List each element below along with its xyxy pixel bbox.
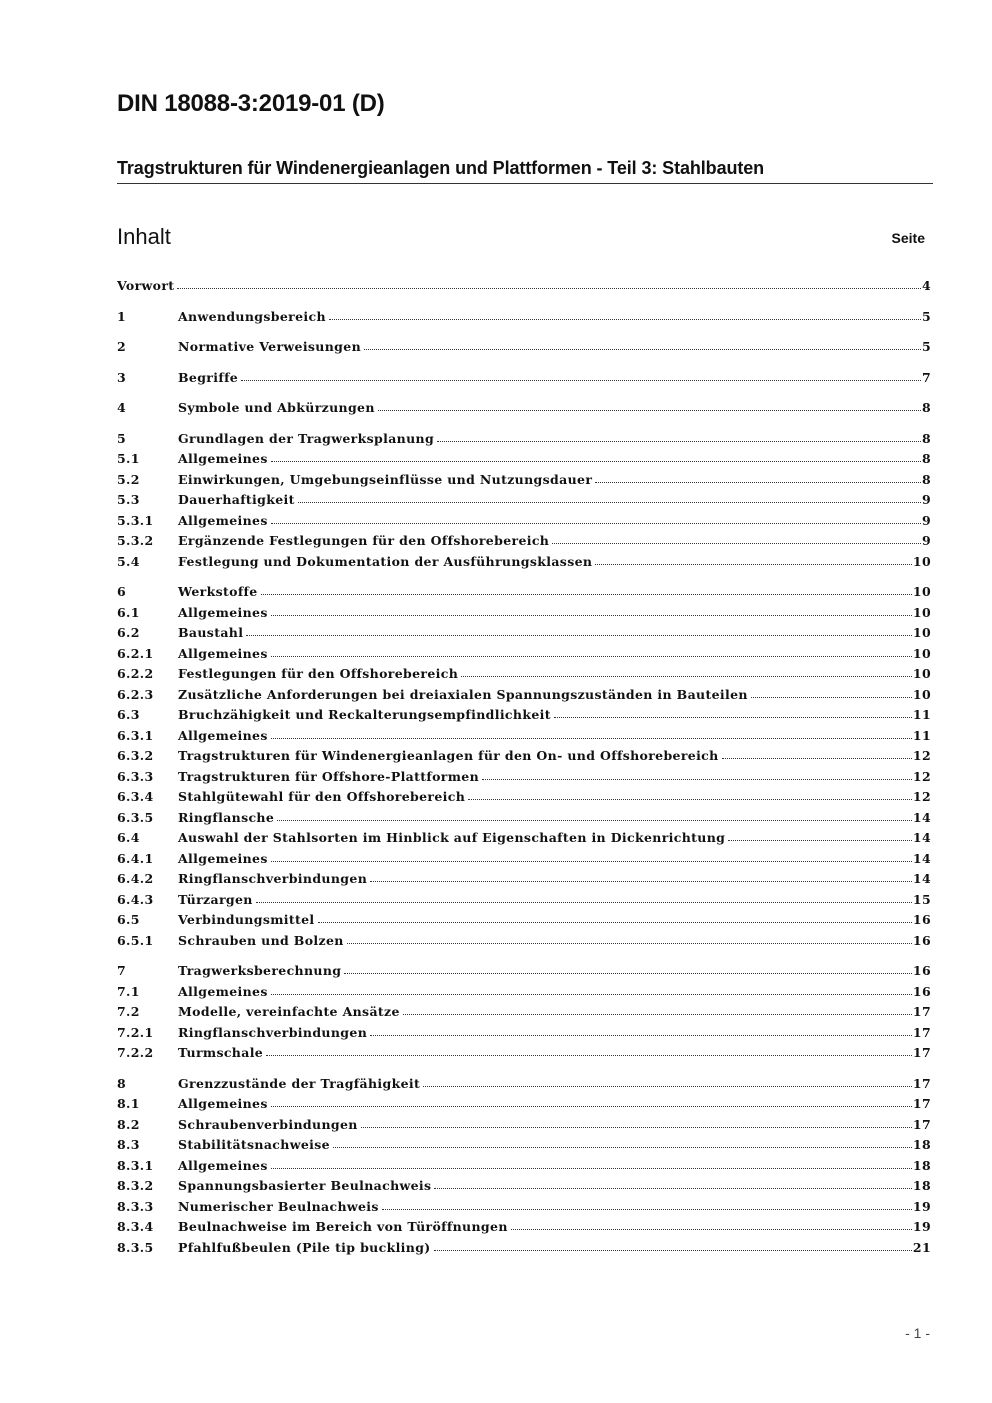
- toc-entry-number: 8.3.4: [117, 1219, 154, 1234]
- toc-entry-title: Verbindungsmittel: [178, 912, 315, 927]
- toc-entry[interactable]: [117, 309, 931, 330]
- toc-dot-leader: [271, 851, 912, 862]
- toc-entry[interactable]: [117, 707, 931, 728]
- toc-entry-number: 6.3.5: [117, 809, 154, 825]
- toc-entry[interactable]: [117, 1045, 931, 1066]
- toc-entry-page: 17: [912, 1004, 931, 1019]
- toc-entry-title: Schraubenverbindungen: [178, 1116, 358, 1132]
- toc-dot-leader: [370, 1025, 912, 1036]
- toc-entry-page: 17: [912, 1075, 931, 1091]
- toc-entry-page: 14: [912, 830, 931, 845]
- toc-entry-title: Tragstrukturen für Windenergieanlagen für den On- und Offshorebereich: [178, 748, 719, 763]
- toc-entry-page: 10: [912, 625, 931, 640]
- toc-entry[interactable]: [117, 1158, 931, 1179]
- toc-entry-title: Allgemeines: [178, 604, 268, 620]
- toc-dot-leader: [437, 431, 921, 442]
- toc-entry-page: 8: [921, 430, 931, 446]
- toc-dot-leader: [364, 339, 921, 350]
- toc-entry-number: 8.3.5: [117, 1239, 154, 1255]
- toc-entry[interactable]: [117, 605, 931, 626]
- toc-entry[interactable]: [117, 400, 931, 421]
- toc-entry[interactable]: [117, 851, 931, 872]
- toc-entry-number: 6.2: [117, 625, 140, 640]
- toc-entry-title: Spannungsbasierter Beulnachweis: [178, 1178, 432, 1193]
- toc-dot-leader: [347, 933, 912, 944]
- toc-entry-number: 6.2.2: [117, 666, 154, 681]
- toc-entry-page: 14: [912, 871, 931, 886]
- toc-entry-page: 10: [912, 604, 931, 620]
- toc-entry-number: 7.2: [117, 1004, 140, 1019]
- toc-entry-page: 9: [921, 512, 931, 528]
- toc-dot-leader: [246, 625, 912, 636]
- toc-entry-page: 5: [921, 308, 931, 324]
- toc-entry-title: Zusätzliche Anforderungen bei dreiaxialen Spannungszuständen in Bauteilen: [178, 686, 748, 702]
- toc-entry-number: 6.3.1: [117, 727, 154, 743]
- toc-entry-number: Vorwort: [117, 278, 175, 293]
- toc-entry-number: 6.4.3: [117, 891, 154, 907]
- toc-entry-number: 6: [117, 584, 127, 599]
- toc-entry[interactable]: [117, 492, 931, 513]
- toc-entry-number: 6.5: [117, 912, 140, 927]
- toc-dot-leader: [482, 769, 912, 780]
- toc-entry-page: 8: [921, 400, 931, 415]
- toc-entry-title: Bruchzähigkeit und Reckalterungsempfindlichkeit: [178, 707, 551, 722]
- toc-entry-title: Ringflanschverbindungen: [178, 871, 368, 886]
- toc-entry-page: 9: [921, 492, 931, 507]
- toc-entry-title: Tragstrukturen für Offshore-Plattformen: [178, 768, 480, 784]
- toc-entry-page: 19: [912, 1198, 931, 1214]
- toc-entry-number: 8.1: [117, 1096, 140, 1111]
- toc-entry-title: Stahlgütewahl für den Offshorebereich: [178, 789, 466, 804]
- toc-entry-title: Einwirkungen, Umgebungseinflüsse und Nutzungsdauer: [178, 471, 593, 487]
- toc-entry[interactable]: [117, 513, 931, 534]
- toc-entry-title: Allgemeines: [178, 727, 268, 743]
- toc-entry-page: 16: [912, 912, 931, 927]
- toc-entry[interactable]: [117, 1137, 931, 1158]
- toc-entry-number: 5.1: [117, 451, 140, 466]
- toc-entry-title: Türzargen: [178, 891, 253, 907]
- toc-entry-page: 17: [912, 1096, 931, 1111]
- toc-entry-page: 12: [912, 768, 931, 784]
- toc-entry-page: 11: [912, 727, 931, 743]
- toc-heading: Inhalt: [117, 224, 171, 249]
- toc-entry[interactable]: [117, 912, 931, 933]
- toc-dot-leader: [728, 830, 912, 841]
- toc-entry[interactable]: [117, 769, 931, 790]
- toc-dot-leader: [370, 871, 912, 882]
- toc-entry-number: 6.4.2: [117, 871, 154, 886]
- toc-dot-leader: [434, 1178, 911, 1189]
- toc-dot-leader: [434, 1240, 912, 1251]
- toc-entry-number: 6.3.3: [117, 768, 154, 784]
- toc-entry-number: 6.2.1: [117, 645, 154, 661]
- toc-entry-number: 8.3: [117, 1137, 140, 1152]
- toc-entry[interactable]: [117, 451, 931, 472]
- toc-entry-number: 8.3.3: [117, 1198, 154, 1214]
- toc-entry[interactable]: [117, 370, 931, 391]
- toc-dot-leader: [271, 1096, 912, 1107]
- toc-entry[interactable]: [117, 625, 931, 646]
- toc-entry[interactable]: [117, 687, 931, 708]
- toc-entry[interactable]: [117, 963, 931, 984]
- toc-entry[interactable]: [117, 431, 931, 452]
- toc-dot-leader: [271, 451, 921, 462]
- toc-entry[interactable]: [117, 933, 931, 954]
- toc-entry-number: 8: [117, 1075, 127, 1091]
- toc-entry-title: Allgemeines: [178, 850, 268, 866]
- toc-entry-title: Symbole und Abkürzungen: [178, 400, 375, 415]
- toc-entry[interactable]: [117, 278, 931, 299]
- toc-entry-page: 4: [921, 278, 931, 293]
- toc-entry-page: 19: [912, 1219, 931, 1234]
- toc-entry-title: Allgemeines: [178, 512, 268, 528]
- toc-dot-leader: [333, 1137, 912, 1148]
- toc-entry[interactable]: [117, 472, 931, 493]
- toc-entry-number: 5.3.2: [117, 533, 154, 548]
- toc-entry-number: 7.2.2: [117, 1045, 154, 1060]
- toc-dot-leader: [722, 748, 912, 759]
- toc-dot-leader: [552, 533, 921, 544]
- toc-entry[interactable]: [117, 1219, 931, 1240]
- toc-entry-number: 7.2.1: [117, 1024, 154, 1040]
- toc-entry-title: Modelle, vereinfachte Ansätze: [178, 1004, 400, 1019]
- toc-entry-title: Normative Verweisungen: [178, 339, 362, 354]
- toc-dot-leader: [241, 370, 921, 381]
- toc-entry[interactable]: [117, 533, 931, 554]
- toc-entry-page: 16: [912, 932, 931, 948]
- toc-entry-number: 7.1: [117, 983, 140, 999]
- toc-entry-number: 5.3.1: [117, 512, 154, 528]
- toc-entry[interactable]: [117, 554, 931, 575]
- toc-dot-leader: [461, 666, 912, 677]
- toc-entry-number: 6.4.1: [117, 850, 154, 866]
- page-number: - 1 -: [905, 1325, 930, 1341]
- toc-entry[interactable]: [117, 1025, 931, 1046]
- toc-dot-leader: [318, 912, 912, 923]
- toc-entry[interactable]: [117, 584, 931, 605]
- toc-entry-number: 6.3.2: [117, 748, 154, 763]
- toc-dot-leader: [378, 400, 921, 411]
- toc-entry-page: 16: [912, 963, 931, 978]
- toc-dot-leader: [271, 728, 912, 739]
- toc-entry-page: 10: [912, 686, 931, 702]
- toc-entry-number: 5.2: [117, 471, 140, 487]
- toc-dot-leader: [511, 1219, 912, 1230]
- toc-entry-page: 8: [921, 471, 931, 487]
- toc-entry-page: 17: [912, 1045, 931, 1060]
- toc-dot-leader: [361, 1117, 912, 1128]
- toc-entry-title: Anwendungsbereich: [178, 308, 326, 324]
- toc-dot-leader: [344, 963, 911, 974]
- toc-entry-number: 5.3: [117, 492, 140, 507]
- toc-entry-number: 6.5.1: [117, 932, 154, 948]
- toc-entry-title: Allgemeines: [178, 983, 268, 999]
- toc-entry-number: 8.3.2: [117, 1178, 154, 1193]
- toc-dot-leader: [261, 584, 912, 595]
- toc-entry-page: 17: [912, 1116, 931, 1132]
- toc-entry-title: Allgemeines: [178, 645, 268, 661]
- toc-entry-number: 1: [117, 308, 127, 324]
- toc-dot-leader: [751, 687, 912, 698]
- toc-entry-page: 10: [912, 553, 931, 569]
- toc-entry-page: 14: [912, 809, 931, 825]
- toc-entry-page: 17: [912, 1024, 931, 1040]
- toc-entry[interactable]: [117, 1199, 931, 1220]
- toc-entry[interactable]: [117, 984, 931, 1005]
- toc-entry[interactable]: [117, 892, 931, 913]
- toc-entry-title: Festlegungen für den Offshorebereich: [178, 666, 459, 681]
- toc-entry[interactable]: [117, 1178, 931, 1199]
- toc-entry-number: 4: [117, 400, 127, 415]
- toc-entry-number: 2: [117, 339, 127, 354]
- toc-entry-title: Dauerhaftigkeit: [178, 492, 295, 507]
- toc-entry-title: Allgemeines: [178, 451, 268, 466]
- toc-dot-leader: [271, 984, 912, 995]
- toc-entry-title: Allgemeines: [178, 1096, 268, 1111]
- toc-entry-title: Turmschale: [178, 1045, 264, 1060]
- toc-entry-number: 6.3: [117, 707, 140, 722]
- toc-entry-title: Baustahl: [178, 625, 244, 640]
- toc-dot-leader: [177, 278, 921, 289]
- document-subtitle: Tragstrukturen für Windenergieanlagen und Plattformen - Teil 3: Stahlbauten: [117, 158, 933, 184]
- toc-entry-page: 10: [912, 584, 931, 599]
- toc-entry-title: Ergänzende Festlegungen für den Offshorebereich: [178, 533, 550, 548]
- toc-entry-number: 7: [117, 963, 127, 978]
- toc-dot-leader: [554, 707, 912, 718]
- toc-entry[interactable]: [117, 728, 931, 749]
- toc-entry[interactable]: [117, 646, 931, 667]
- toc-entry-title: Tragwerksberechnung: [178, 963, 342, 978]
- toc-entry-title: Allgemeines: [178, 1157, 268, 1173]
- toc-dot-leader: [595, 472, 921, 483]
- toc-dot-leader: [271, 605, 912, 616]
- toc-entry-title: Stabilitätsnachweise: [178, 1137, 330, 1152]
- toc-entry[interactable]: [117, 339, 931, 360]
- toc-entry-number: 6.4: [117, 830, 140, 845]
- toc-entry-page: 18: [912, 1157, 931, 1173]
- toc-dot-leader: [423, 1076, 912, 1087]
- toc-entry-title: Festlegung und Dokumentation der Ausführungsklassen: [178, 553, 593, 569]
- toc-entry-title: Schrauben und Bolzen: [178, 932, 344, 948]
- toc-entry[interactable]: [117, 1240, 931, 1261]
- toc-entry-page: 16: [912, 983, 931, 999]
- toc-entry-title: Ringflanschverbindungen: [178, 1024, 368, 1040]
- toc-entry-page: 21: [912, 1239, 931, 1255]
- document-id: DIN 18088-3:2019-01 (D): [117, 90, 385, 117]
- toc-entry-page: 10: [912, 666, 931, 681]
- toc-entry-page: 18: [912, 1178, 931, 1193]
- toc-entry-title: Beulnachweise im Bereich von Türöffnungen: [178, 1219, 508, 1234]
- toc-dot-leader: [382, 1199, 912, 1210]
- toc-dot-leader: [298, 492, 921, 503]
- toc-entry-page: 14: [912, 850, 931, 866]
- toc-entry-page: 18: [912, 1137, 931, 1152]
- toc-entry-number: 5.4: [117, 553, 140, 569]
- toc-entry[interactable]: [117, 1096, 931, 1117]
- toc-entry-page: 11: [912, 707, 931, 722]
- toc-dot-leader: [256, 892, 912, 903]
- toc-page-label: Seite: [891, 230, 925, 246]
- toc-dot-leader: [403, 1004, 912, 1015]
- toc-entry[interactable]: [117, 1076, 931, 1097]
- toc-entry-page: 10: [912, 645, 931, 661]
- toc-entry[interactable]: [117, 1004, 931, 1025]
- toc-entry-title: Numerischer Beulnachweis: [178, 1198, 379, 1214]
- toc-dot-leader: [271, 1158, 912, 1169]
- toc-entry-number: 3: [117, 369, 127, 385]
- toc-entry-number: 5: [117, 430, 127, 446]
- toc-entry-title: Grenzzustände der Tragfähigkeit: [178, 1075, 421, 1091]
- table-of-contents: [117, 278, 931, 1260]
- toc-entry-number: 6.1: [117, 604, 140, 620]
- toc-entry-page: 12: [912, 789, 931, 804]
- toc-entry-page: 9: [921, 533, 931, 548]
- toc-dot-leader: [329, 309, 921, 320]
- toc-entry-page: 5: [921, 339, 931, 354]
- toc-dot-leader: [271, 513, 921, 524]
- toc-entry[interactable]: [117, 830, 931, 851]
- toc-entry-number: 8.2: [117, 1116, 140, 1132]
- toc-entry-title: Auswahl der Stahlsorten im Hinblick auf Eigenschaften in Dickenrichtung: [178, 830, 726, 845]
- toc-dot-leader: [277, 810, 912, 821]
- toc-entry-number: 8.3.1: [117, 1157, 154, 1173]
- toc-entry-title: Begriffe: [178, 369, 239, 385]
- toc-entry-title: Werkstoffe: [178, 584, 258, 599]
- toc-entry-title: Grundlagen der Tragwerksplanung: [178, 430, 435, 446]
- toc-entry-number: 6.2.3: [117, 686, 154, 702]
- toc-entry-number: 6.3.4: [117, 789, 154, 804]
- toc-entry[interactable]: [117, 871, 931, 892]
- toc-entry-page: 8: [921, 451, 931, 466]
- toc-entry-page: 15: [912, 891, 931, 907]
- toc-entry[interactable]: [117, 810, 931, 831]
- toc-dot-leader: [271, 646, 912, 657]
- toc-entry[interactable]: [117, 789, 931, 810]
- toc-entry-title: Pfahlfußbeulen (Pile tip buckling): [178, 1239, 431, 1255]
- toc-entry[interactable]: [117, 666, 931, 687]
- toc-entry[interactable]: [117, 1117, 931, 1138]
- toc-dot-leader: [266, 1045, 912, 1056]
- toc-entry-page: 7: [921, 369, 931, 385]
- toc-entry-title: Ringflansche: [178, 809, 275, 825]
- toc-dot-leader: [595, 554, 912, 565]
- toc-entry[interactable]: [117, 748, 931, 769]
- toc-dot-leader: [468, 789, 912, 800]
- toc-entry-page: 12: [912, 748, 931, 763]
